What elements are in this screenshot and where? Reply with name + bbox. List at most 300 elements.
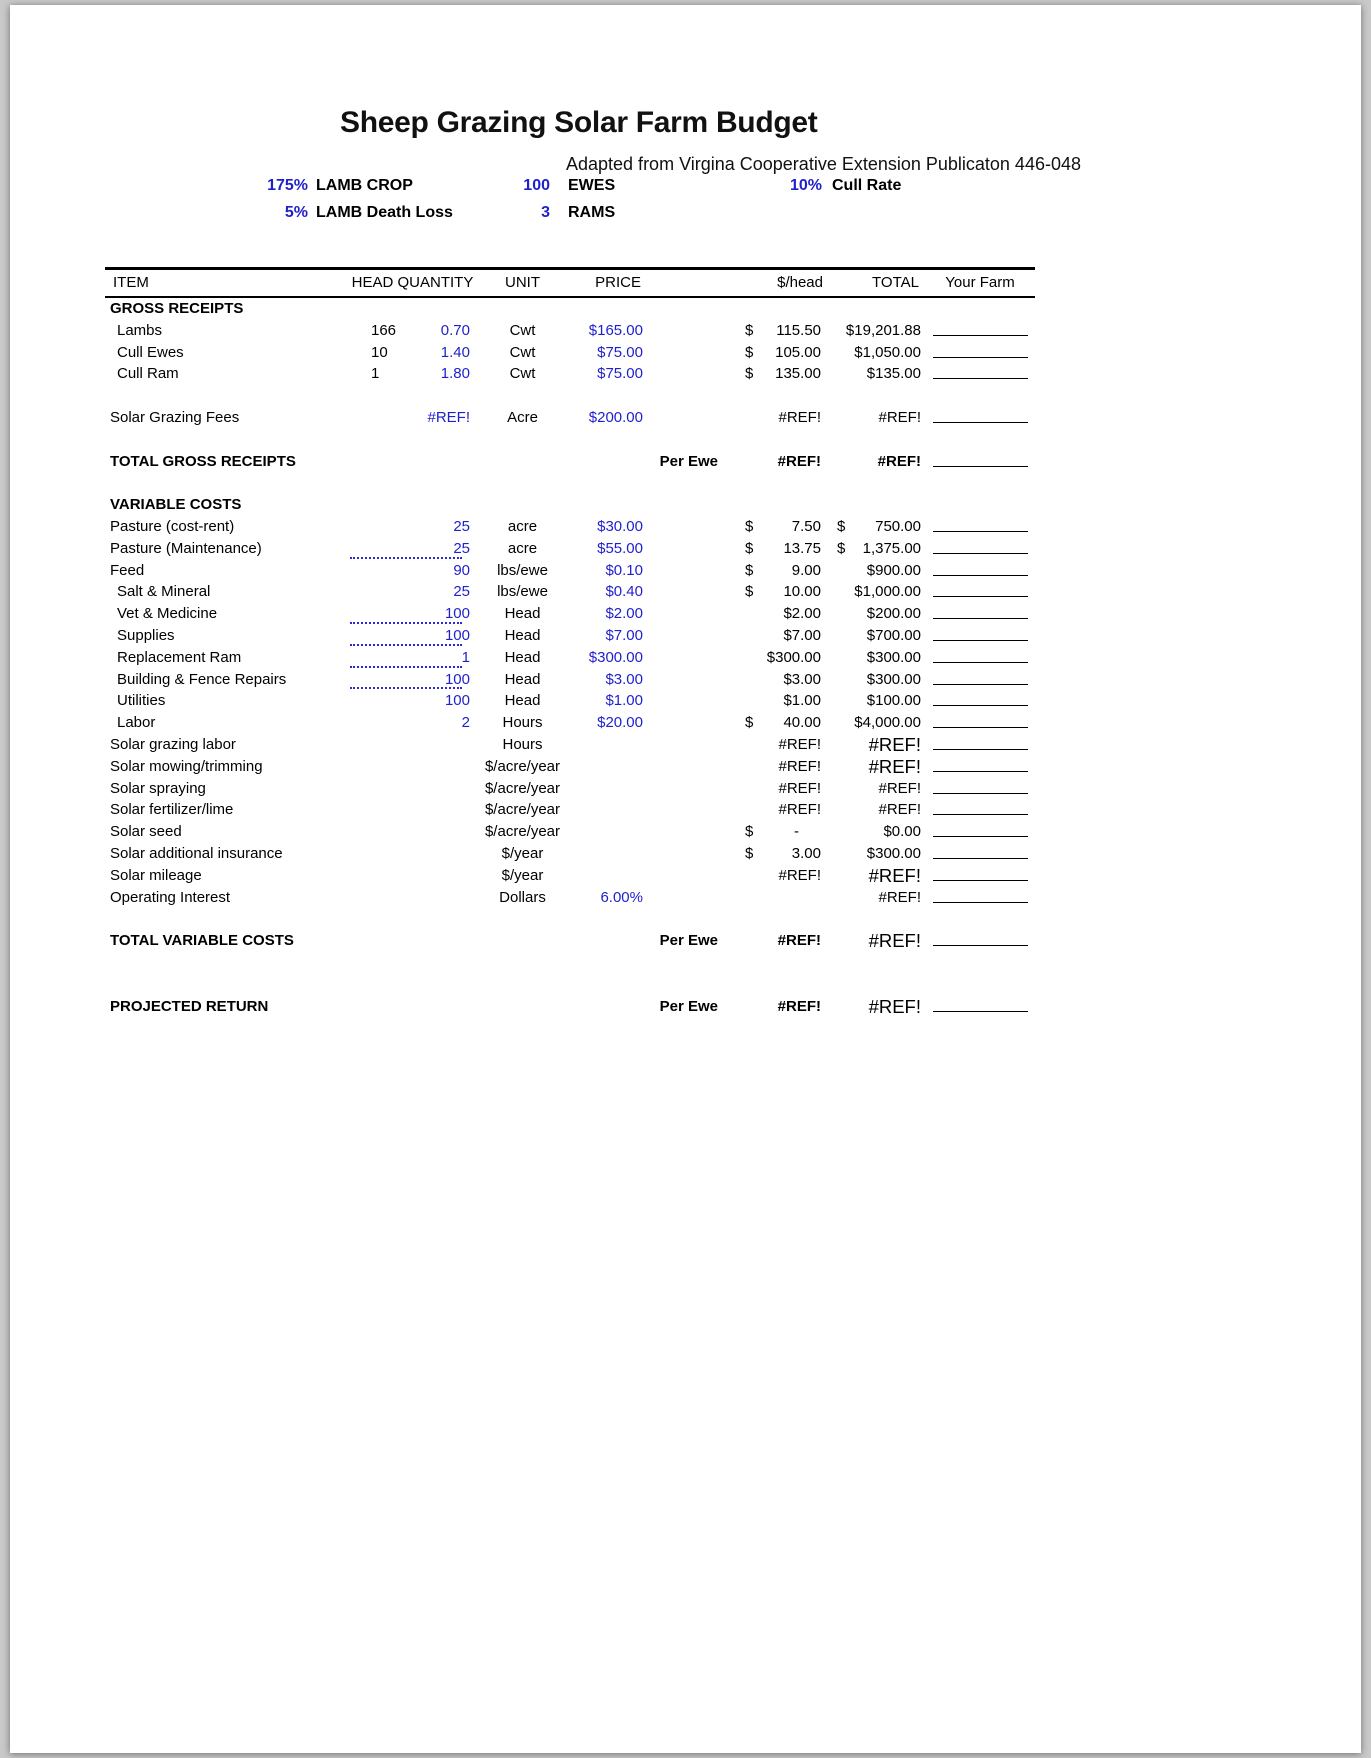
quantity-cell — [405, 908, 480, 930]
dollar-sign: $ — [745, 823, 754, 841]
price-cell: $0.10 — [605, 561, 643, 579]
total-cell — [825, 712, 925, 735]
per-ewe-label: Per Ewe — [659, 997, 718, 1015]
per-head-cell — [730, 843, 825, 866]
table-row — [105, 843, 1035, 865]
head-cell — [345, 821, 405, 844]
head-cell: 1 — [371, 365, 380, 383]
total-value: $300.00 — [866, 648, 921, 666]
head-cell — [345, 908, 405, 930]
per-head-value: 13.75 — [783, 539, 821, 557]
your-farm-cell — [925, 799, 1035, 822]
item-label: Solar seed — [110, 823, 182, 841]
head-cell — [345, 407, 405, 430]
per-ewe-label — [655, 342, 730, 365]
your-farm-cell — [925, 538, 1035, 561]
price-cell: $2.00 — [605, 605, 643, 623]
total-cell — [825, 734, 925, 757]
total-value: #REF! — [868, 930, 921, 952]
head-cell — [345, 560, 405, 583]
price-cell: $75.00 — [597, 365, 643, 383]
per-ewe-label — [655, 603, 730, 626]
total-value: $1,050.00 — [854, 343, 921, 361]
item-cell — [105, 974, 345, 996]
per-ewe-label — [655, 516, 730, 539]
total-value: $300.00 — [866, 844, 921, 862]
total-cell — [825, 887, 925, 910]
unit-cell: Head — [504, 648, 541, 666]
unit-cell: acre — [507, 539, 538, 557]
total-cell — [825, 778, 925, 801]
page-title: Sheep Grazing Solar Farm Budget — [340, 106, 818, 139]
your-farm-blank-line — [933, 625, 1028, 641]
item-cell — [105, 494, 345, 516]
item-cell — [105, 669, 345, 692]
per-ewe-label — [655, 952, 730, 974]
head-cell — [345, 472, 405, 494]
per-head-cell — [730, 516, 825, 539]
unit-cell — [480, 974, 565, 996]
head-cell — [345, 887, 405, 910]
quantity-cell — [405, 974, 480, 996]
per-head-value: 3.00 — [791, 844, 821, 862]
quantity-cell: #REF! — [427, 408, 470, 426]
price-cell: $0.40 — [605, 583, 643, 601]
unit-cell: $/acre/year — [484, 823, 561, 841]
quantity-cell: 100 — [444, 626, 470, 644]
total-value: #REF! — [868, 755, 921, 777]
your-farm-cell — [925, 778, 1035, 801]
your-farm-blank-line — [933, 712, 1028, 728]
per-ewe-label — [655, 320, 730, 343]
item-cell — [105, 952, 345, 974]
column-header-your-farm: Your Farm — [945, 274, 1015, 291]
dollar-sign: $ — [745, 321, 754, 339]
per-ewe-label — [655, 560, 730, 583]
table-row — [105, 952, 1035, 974]
item-label: Pasture (Maintenance) — [110, 539, 262, 557]
unit-cell: Cwt — [509, 343, 536, 361]
quantity-cell: 90 — [453, 561, 470, 579]
head-cell — [345, 930, 405, 953]
unit-cell: Dollars — [499, 888, 546, 906]
quantity-cell — [405, 298, 480, 320]
item-label: GROSS RECEIPTS — [110, 300, 244, 317]
quantity-cell — [405, 799, 480, 822]
quantity-cell — [405, 930, 480, 953]
table-row — [105, 407, 1035, 429]
total-value: $4,000.00 — [854, 714, 921, 732]
item-cell — [105, 363, 345, 386]
unit-cell: Hours — [502, 735, 543, 753]
your-farm-cell — [925, 363, 1035, 386]
price-cell — [565, 974, 655, 996]
dollar-sign: $ — [837, 517, 846, 535]
total-cell — [825, 342, 925, 365]
cull-rate-label: Cull Rate — [832, 177, 902, 194]
per-head-cell — [730, 538, 825, 561]
your-farm-cell — [925, 298, 1035, 320]
per-head-cell — [730, 712, 825, 735]
price-cell — [565, 996, 655, 1019]
per-head-value: $2.00 — [783, 605, 821, 623]
your-farm-blank-line — [933, 320, 1028, 336]
per-head-value: #REF! — [777, 452, 821, 470]
table-header-row — [105, 267, 1035, 298]
item-cell — [105, 908, 345, 930]
per-head-cell — [730, 429, 825, 451]
per-ewe-label — [655, 778, 730, 801]
per-head-cell — [730, 974, 825, 996]
table-row — [105, 603, 1035, 625]
per-head-cell — [730, 734, 825, 757]
your-farm-blank-line — [933, 821, 1028, 837]
price-cell — [565, 385, 655, 407]
column-header-total: TOTAL — [872, 274, 919, 291]
per-head-value: #REF! — [778, 735, 821, 753]
per-head-cell — [730, 581, 825, 604]
per-ewe-label — [655, 429, 730, 451]
quantity-cell: 2 — [461, 714, 470, 732]
lamb-crop-label: LAMB CROP — [316, 177, 413, 194]
head-cell — [345, 690, 405, 713]
your-farm-blank-line — [933, 560, 1028, 576]
your-farm-blank-line — [933, 690, 1028, 706]
head-cell: 10 — [371, 343, 388, 361]
total-value: $135.00 — [866, 365, 921, 383]
your-farm-blank-line — [933, 451, 1028, 467]
item-label: Salt & Mineral — [117, 583, 211, 601]
unit-cell: Head — [504, 626, 541, 644]
per-ewe-label — [655, 647, 730, 670]
table-row — [105, 865, 1035, 887]
dotted-separator-line — [350, 557, 462, 559]
quantity-cell — [405, 472, 480, 494]
total-cell — [825, 298, 925, 320]
your-farm-blank-line — [933, 407, 1028, 423]
price-cell: $75.00 — [597, 343, 643, 361]
table-row — [105, 342, 1035, 364]
price-cell — [565, 799, 655, 822]
dollar-sign: $ — [745, 583, 754, 601]
item-cell — [105, 865, 345, 888]
per-ewe-label — [655, 581, 730, 604]
item-cell — [105, 756, 345, 779]
quantity-cell: 1 — [461, 648, 470, 666]
your-farm-cell — [925, 494, 1035, 516]
table-row — [105, 690, 1035, 712]
quantity-cell: 1.80 — [440, 365, 470, 383]
quantity-cell: 25 — [453, 517, 470, 535]
total-value: #REF! — [877, 452, 921, 470]
lamb-death-loss-label: LAMB Death Loss — [316, 204, 453, 221]
head-cell — [345, 799, 405, 822]
per-ewe-label — [655, 538, 730, 561]
head-cell — [345, 298, 405, 320]
item-label: Supplies — [117, 626, 175, 644]
per-ewe-label — [655, 799, 730, 822]
item-label: Building & Fence Repairs — [117, 670, 287, 688]
ewes-value: 100 — [523, 177, 550, 194]
unit-cell: Head — [504, 692, 541, 710]
item-label: VARIABLE COSTS — [110, 496, 242, 514]
per-head-cell — [730, 799, 825, 822]
total-cell — [825, 472, 925, 494]
head-cell — [345, 996, 405, 1019]
price-cell — [565, 908, 655, 930]
quantity-cell: 100 — [444, 605, 470, 623]
table-row — [105, 669, 1035, 691]
your-farm-cell — [925, 429, 1035, 451]
total-cell — [825, 843, 925, 866]
head-cell — [345, 778, 405, 801]
table-row — [105, 516, 1035, 538]
item-cell — [105, 647, 345, 670]
item-cell — [105, 538, 345, 561]
per-head-cell — [730, 930, 825, 953]
quantity-cell — [405, 494, 480, 516]
per-head-value: #REF! — [778, 408, 821, 426]
total-value: $0.00 — [883, 823, 921, 841]
your-farm-cell — [925, 952, 1035, 974]
per-head-value: #REF! — [778, 801, 821, 819]
total-value: 750.00 — [875, 517, 921, 535]
total-cell — [825, 407, 925, 430]
per-head-cell — [730, 996, 825, 1019]
per-head-cell — [730, 560, 825, 583]
your-farm-cell — [925, 472, 1035, 494]
budget-rows — [105, 298, 1035, 1017]
table-row — [105, 298, 1035, 320]
your-farm-blank-line — [933, 887, 1028, 903]
your-farm-cell — [925, 560, 1035, 583]
item-label: Pasture (cost-rent) — [110, 517, 235, 535]
total-value: $700.00 — [866, 626, 921, 644]
per-ewe-label — [655, 625, 730, 648]
total-cell — [825, 930, 925, 953]
per-head-cell — [730, 472, 825, 494]
your-farm-blank-line — [933, 996, 1028, 1012]
quantity-cell — [405, 756, 480, 779]
item-cell — [105, 342, 345, 365]
per-head-cell — [730, 669, 825, 692]
item-cell — [105, 734, 345, 757]
head-cell — [345, 494, 405, 516]
item-label: Cull Ewes — [117, 343, 184, 361]
unit-cell — [480, 429, 565, 451]
your-farm-blank-line — [933, 865, 1028, 881]
your-farm-cell — [925, 865, 1035, 888]
item-cell — [105, 799, 345, 822]
quantity-cell — [405, 778, 480, 801]
per-head-cell — [730, 821, 825, 844]
per-head-cell — [730, 603, 825, 626]
item-cell — [105, 821, 345, 844]
total-cell — [825, 625, 925, 648]
total-cell — [825, 494, 925, 516]
item-cell — [105, 843, 345, 866]
column-header-head-quantity: HEAD QUANTITY — [351, 274, 474, 291]
per-ewe-label — [655, 407, 730, 430]
per-ewe-label: Per Ewe — [659, 452, 718, 470]
item-cell — [105, 690, 345, 713]
dollar-sign: $ — [745, 561, 754, 579]
unit-cell — [480, 930, 565, 953]
quantity-cell: 0.70 — [440, 321, 470, 339]
total-cell — [825, 363, 925, 386]
unit-cell: $/acre/year — [484, 801, 561, 819]
price-cell — [565, 843, 655, 866]
total-cell — [825, 429, 925, 451]
item-cell — [105, 407, 345, 430]
unit-cell: Head — [504, 605, 541, 623]
price-cell — [565, 298, 655, 320]
unit-cell: lbs/ewe — [497, 561, 548, 579]
unit-cell — [480, 908, 565, 930]
total-cell — [825, 647, 925, 670]
price-cell — [565, 494, 655, 516]
price-cell: $1.00 — [605, 692, 643, 710]
your-farm-cell — [925, 908, 1035, 930]
head-cell: 166 — [371, 321, 397, 339]
total-cell — [825, 996, 925, 1019]
total-cell — [825, 320, 925, 343]
quantity-cell — [405, 952, 480, 974]
table-row — [105, 560, 1035, 582]
table-row — [105, 974, 1035, 996]
per-ewe-label — [655, 363, 730, 386]
head-cell — [345, 952, 405, 974]
item-cell — [105, 560, 345, 583]
item-cell — [105, 581, 345, 604]
quantity-cell — [405, 821, 480, 844]
price-cell — [565, 952, 655, 974]
per-head-cell — [730, 625, 825, 648]
per-head-cell — [730, 865, 825, 888]
total-value: #REF! — [878, 408, 921, 426]
item-label: Solar spraying — [110, 779, 206, 797]
lamb-death-loss-value: 5% — [284, 204, 308, 221]
your-farm-cell — [925, 712, 1035, 735]
price-cell: $200.00 — [588, 408, 643, 426]
unit-cell: $/acre/year — [484, 757, 561, 775]
item-cell — [105, 712, 345, 735]
price-cell — [565, 451, 655, 474]
total-cell — [825, 690, 925, 713]
item-cell — [105, 603, 345, 626]
table-row — [105, 821, 1035, 843]
total-cell — [825, 538, 925, 561]
total-value: $100.00 — [866, 692, 921, 710]
your-farm-cell — [925, 756, 1035, 779]
table-row — [105, 908, 1035, 930]
total-cell — [825, 952, 925, 974]
column-header-price: PRICE — [595, 274, 641, 291]
total-value: #REF! — [868, 995, 921, 1017]
per-ewe-label — [655, 472, 730, 494]
column-header-item: ITEM — [113, 274, 149, 291]
quantity-cell: 100 — [444, 670, 470, 688]
your-farm-cell — [925, 887, 1035, 910]
per-ewe-label — [655, 865, 730, 888]
per-head-value: 10.00 — [783, 583, 821, 601]
table-row — [105, 451, 1035, 473]
table-row — [105, 625, 1035, 647]
item-label: TOTAL VARIABLE COSTS — [110, 932, 294, 950]
per-ewe-label — [655, 298, 730, 320]
price-cell: 6.00% — [600, 888, 643, 906]
item-cell — [105, 930, 345, 953]
per-head-value: $1.00 — [783, 692, 821, 710]
ewes-label: EWES — [568, 177, 616, 194]
per-head-cell — [730, 647, 825, 670]
per-ewe-label: Per Ewe — [659, 932, 718, 950]
total-cell — [825, 385, 925, 407]
your-farm-cell — [925, 647, 1035, 670]
quantity-cell: 100 — [444, 692, 470, 710]
price-cell — [565, 865, 655, 888]
per-head-cell — [730, 451, 825, 474]
dollar-sign: $ — [745, 539, 754, 557]
per-ewe-label — [655, 908, 730, 930]
your-farm-cell — [925, 603, 1035, 626]
per-head-value: #REF! — [778, 866, 821, 884]
price-cell — [565, 930, 655, 953]
per-ewe-label — [655, 887, 730, 910]
per-head-cell — [730, 342, 825, 365]
per-head-value: #REF! — [777, 932, 821, 950]
per-ewe-label — [655, 756, 730, 779]
table-row — [105, 472, 1035, 494]
total-value: #REF! — [868, 864, 921, 886]
head-cell — [345, 843, 405, 866]
your-farm-cell — [925, 974, 1035, 996]
per-head-value: - — [794, 823, 799, 841]
item-label: Solar Grazing Fees — [110, 408, 240, 426]
per-ewe-label — [655, 494, 730, 516]
per-head-value: $7.00 — [783, 626, 821, 644]
your-farm-blank-line — [933, 516, 1028, 532]
total-cell — [825, 799, 925, 822]
head-cell — [345, 974, 405, 996]
your-farm-blank-line — [933, 778, 1028, 794]
head-cell — [345, 712, 405, 735]
budget-table — [105, 267, 1035, 1017]
head-cell — [345, 429, 405, 451]
unit-cell: acre — [507, 517, 538, 535]
item-cell — [105, 996, 345, 1019]
quantity-cell: 1.40 — [440, 343, 470, 361]
per-head-cell — [730, 363, 825, 386]
unit-cell — [480, 385, 565, 407]
table-row — [105, 363, 1035, 385]
your-farm-blank-line — [933, 734, 1028, 750]
table-row — [105, 778, 1035, 800]
total-value: $1,000.00 — [854, 583, 921, 601]
per-head-value: 105.00 — [775, 343, 821, 361]
quantity-cell — [405, 451, 480, 474]
item-cell — [105, 887, 345, 910]
unit-cell: Hours — [502, 714, 543, 732]
quantity-cell — [405, 429, 480, 451]
quantity-cell: 25 — [453, 583, 470, 601]
price-cell: $30.00 — [597, 517, 643, 535]
table-row — [105, 996, 1035, 1018]
item-label: Solar fertilizer/lime — [110, 801, 234, 819]
item-cell — [105, 625, 345, 648]
total-value: #REF! — [878, 888, 921, 906]
head-cell — [345, 865, 405, 888]
